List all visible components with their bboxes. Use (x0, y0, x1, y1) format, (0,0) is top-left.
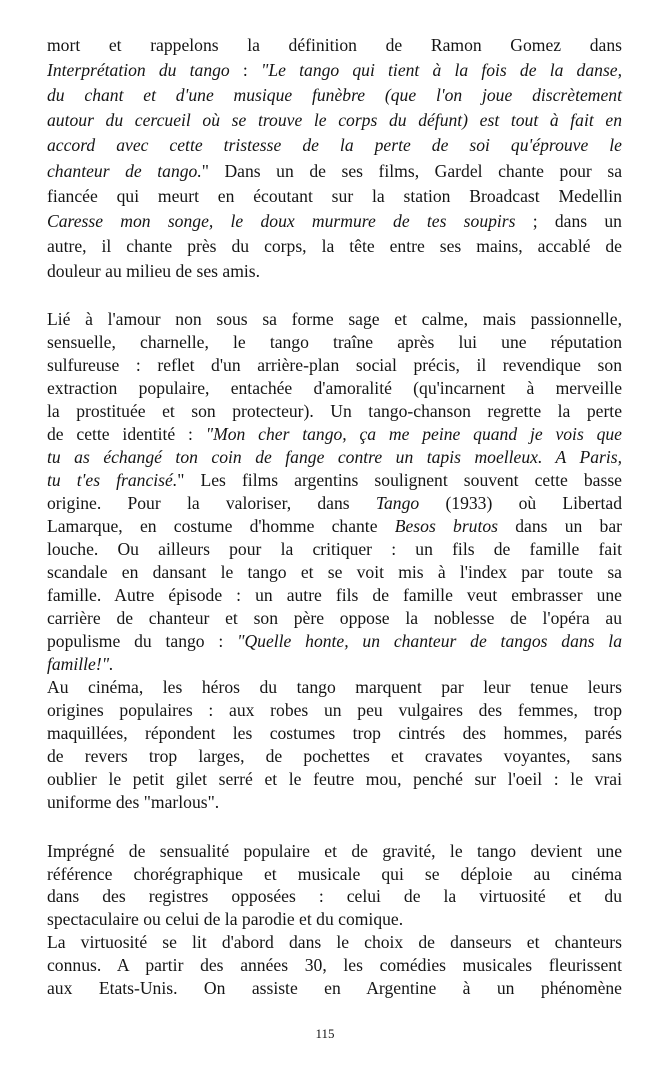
paragraph-1-line (47, 84, 622, 106)
italic-text: autour du cercueil où se trouve le corps du défunt) est tout à fait en (47, 110, 622, 131)
paragraph-4-line (47, 840, 622, 862)
body-text: populisme du tango : (47, 631, 238, 651)
paragraph-5-line (47, 977, 622, 999)
paragraph-1-line (47, 134, 622, 156)
paragraph-1-line (47, 235, 622, 257)
body-text: origine. Pour la valoriser, dans (47, 493, 376, 513)
paragraph-1-line (47, 34, 622, 56)
paragraph-1-line (47, 185, 622, 207)
body-text: origines populaires : aux robes un peu vulgaires des femmes, trop (47, 700, 622, 720)
italic-text: "Mon cher tango, ça me peine quand je vois que (205, 424, 622, 444)
body-text: louche. Ou ailleurs pour la critiquer : un fils de famille fait (47, 539, 622, 559)
body-text: de cette identité : (47, 424, 206, 444)
body-text: Au cinéma, les héros du tango marquent par leur tenue leurs (47, 677, 622, 697)
body-text: douleur au milieu de ses amis. (47, 260, 261, 281)
paragraph-5-line (47, 931, 622, 953)
paragraph-3-line (47, 699, 622, 721)
italic-text: tu as échangé ton coin de fange contre un tapis moelleux. A Paris, (47, 447, 622, 467)
body-text: ; dans un (515, 210, 622, 231)
paragraph-1-line (47, 260, 622, 282)
paragraph-4-line (47, 885, 622, 907)
italic-text: accord avec cette tristesse de la perte de soi qu'éprouve le (47, 135, 622, 156)
page-number: 115 (315, 1026, 335, 1041)
body-text: sulfureuse : reflet d'un arrière-plan social précis, il revendique son (47, 355, 622, 375)
body-text: extraction populaire, entachée d'amoralité (qu'incarnent à merveille (47, 378, 622, 398)
paragraph-2-line (47, 377, 622, 399)
body-text: autre, il chante près du corps, la tête entre ses mains, accablé de (47, 235, 622, 256)
body-text: maquillées, répondent les costumes trop cintrés des hommes, parés (47, 723, 622, 743)
body-text: la prostituée et son protecteur). Un tango-chanson regrette la perte (47, 401, 622, 421)
paragraph-2-line (47, 308, 622, 330)
body-text: dans des registres opposées : celui de la virtuosité et du (47, 886, 622, 907)
paragraph-2-line (47, 584, 622, 606)
paragraph-4-line (47, 908, 622, 930)
paragraph-2-line (47, 469, 622, 491)
body-text: spectaculaire ou celui de la parodie et du comique. (47, 909, 404, 930)
paragraph-2-line (47, 354, 622, 376)
italic-text: Interprétation du tango (47, 60, 230, 81)
paragraph-5-line (47, 954, 622, 976)
body-text: " Les films argentins soulignent souvent cette basse (177, 470, 622, 490)
paragraph-2-line (47, 492, 622, 514)
italic-text: Caresse mon songe, le doux murmure de tes soupirs (47, 210, 516, 231)
body-text: sensuelle, charnelle, le tango traîne après lui une réputation (47, 332, 622, 352)
body-text: Imprégné de sensualité populaire et de gravité, le tango devient une (47, 841, 622, 861)
body-text: référence chorégraphique et musicale qui se déploie au cinéma (47, 863, 622, 884)
italic-text: tu t'es francisé. (47, 470, 178, 490)
paragraph-2-line (47, 446, 622, 468)
paragraph-1-line (47, 109, 622, 131)
body-text: famille. Autre épisode : un autre fils de famille veut embrasser une (47, 585, 622, 605)
paragraph-2-line (47, 538, 622, 560)
body-text: Lamarque, en costume d'homme chante (47, 516, 395, 536)
paragraph-3-line (47, 768, 622, 790)
italic-text: famille!". (47, 654, 114, 674)
italic-text: chanteur de tango. (47, 160, 202, 181)
paragraph-1-line (47, 210, 622, 232)
body-text: connus. A partir des années 30, les comédies musicales fleurissent (47, 955, 622, 975)
paragraph-2-line (47, 331, 622, 353)
paragraph-3-line (47, 745, 622, 767)
italic-text: "Le tango qui tient à la fois de la danse, (260, 60, 622, 81)
body-text: de revers trop larges, de pochettes et cravates voyantes, sans (47, 746, 622, 766)
body-text: La virtuosité se lit d'abord dans le choix de danseurs et chanteurs (47, 932, 622, 952)
body-text: " Dans un de ses films, Gardel chante pour sa (201, 160, 623, 181)
paragraph-3-line (47, 791, 622, 813)
body-text: Lié à l'amour non sous sa forme sage et calme, mais passionnelle, (47, 309, 622, 329)
body-text: fiancée qui meurt en écoutant sur la station Broadcast Medellin (47, 185, 622, 206)
body-text: aux Etats-Unis. On assiste en Argentine à un phénomène (47, 978, 622, 998)
paragraph-2-line (47, 515, 622, 537)
paragraph-4-line (47, 863, 622, 885)
body-text: (1933) où Libertad (419, 493, 622, 513)
paragraph-3-line (47, 676, 622, 698)
italic-text: Tango (375, 493, 420, 513)
paragraph-1-line (47, 59, 622, 81)
italic-text: "Quelle honte, un chanteur de tangos dans la (237, 631, 622, 651)
paragraph-3-line (47, 722, 622, 744)
paragraph-2-line (47, 607, 622, 629)
paragraph-2-line (47, 423, 622, 445)
body-text: dans un bar (498, 516, 622, 536)
body-text: mort et rappelons la définition de Ramon Gomez dans (47, 35, 622, 55)
body-text: oublier le petit gilet serré et le feutre mou, penché sur l'oeil : le vrai (47, 769, 622, 789)
paragraph-2-line (47, 630, 622, 652)
paragraph-2-line (47, 400, 622, 422)
body-text: carrière de chanteur et son père oppose la noblesse de l'opéra au (47, 608, 622, 628)
paragraph-2-line (47, 561, 622, 583)
body-text: scandale en dansant le tango et se voit mis à l'index par toute sa (47, 562, 622, 582)
paragraph-2-line (47, 653, 622, 675)
body-text: uniforme des "marlous". (47, 792, 220, 812)
body-text: : (229, 60, 261, 81)
italic-text: du chant et d'une musique funèbre (que l'on joue discrètement (47, 85, 622, 106)
paragraph-1-line (47, 160, 622, 182)
italic-text: Besos brutos (394, 516, 498, 536)
